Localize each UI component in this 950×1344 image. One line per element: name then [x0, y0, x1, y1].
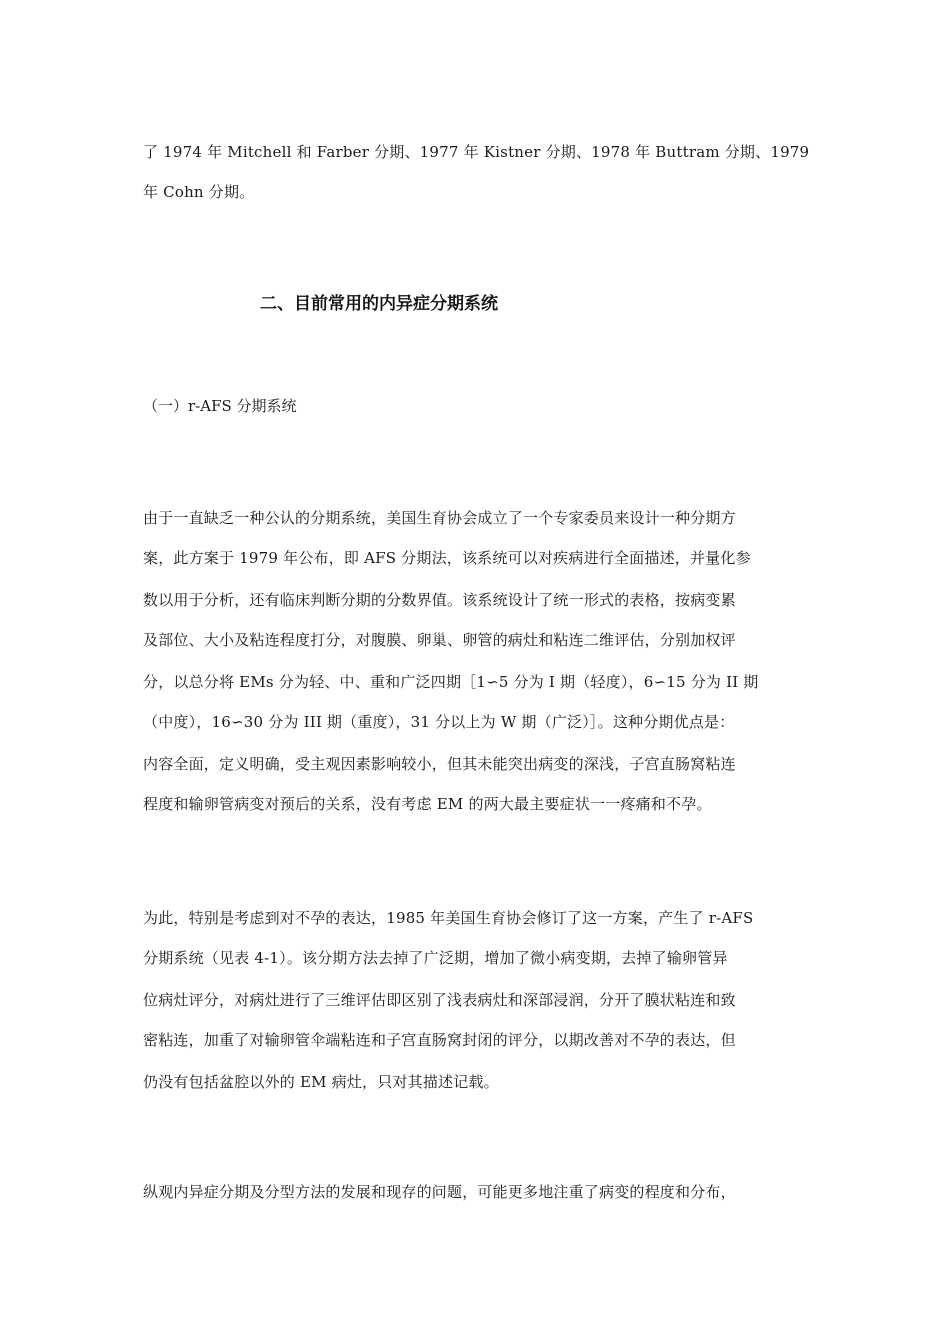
subsection-heading: （一）r-AFS 分期系统	[143, 397, 297, 415]
afs-line-6: （中度），16∽30 分为 III 期（重度），31 分以上为 W 期（广泛）］。这种分期优点是：	[143, 713, 735, 731]
rafs-line-5: 仍没有包括盆腔以外的 EM 病灶，只对其描述记载。	[143, 1073, 499, 1091]
afs-line-7: 内容全面，定义明确，受主观因素影响较小，但其未能突出病变的深浅，子宫直肠窝粘连	[143, 755, 736, 773]
afs-line-4: 及部位、大小及粘连程度打分，对腹膜、卵巢、卵管的病灶和粘连二维评估，分别加权评	[143, 631, 736, 649]
rafs-line-4: 密粘连，加重了对输卵管伞端粘连和子宫直肠窝封闭的评分，以期改善对不孕的表达，但	[143, 1031, 736, 1049]
section-heading: 二、目前常用的内异症分期系统	[260, 294, 498, 314]
afs-line-2: 案，此方案于 1979 年公布，即 AFS 分期法，该系统可以对疾病进行全面描述，并量化参	[143, 549, 751, 567]
afs-line-1: 由于一直缺乏一种公认的分期系统，美国生育协会成立了一个专家委员来设计一种分期方	[143, 509, 736, 527]
afs-line-8: 程度和输卵管病变对预后的关系，没有考虑 EM 的两大最主要症状一一疼痛和不孕。	[143, 795, 712, 813]
rafs-line-2: 分期系统（见表 4-1）。该分期方法去掉了广泛期，增加了微小病变期，去掉了输卵管异	[143, 949, 728, 967]
intro-line-2: 年 Cohn 分期。	[143, 183, 255, 201]
rafs-line-3: 位病灶评分，对病灶进行了三维评估即区别了浅表病灶和深部浸润，分开了膜状粘连和致	[143, 991, 736, 1009]
conclusion-line-1: 纵观内异症分期及分型方法的发展和现存的问题，可能更多地注重了病变的程度和分布，	[143, 1183, 736, 1201]
afs-line-5: 分，以总分将 EMs 分为轻、中、重和广泛四期［1∽5 分为 I 期（轻度），6∽15 分为 II 期	[143, 673, 759, 691]
intro-line-1: 了 1974 年 Mitchell 和 Farber 分期、1977 年 Kistner 分期、1978 年 Buttram 分期、1979	[143, 143, 810, 161]
rafs-line-1: 为此，特别是考虑到对不孕的表达，1985 年美国生育协会修订了这一方案，产生了 r-AFS	[143, 909, 754, 927]
afs-line-3: 数以用于分析，还有临床判断分期的分数界值。该系统设计了统一形式的表格，按病变累	[143, 591, 736, 609]
